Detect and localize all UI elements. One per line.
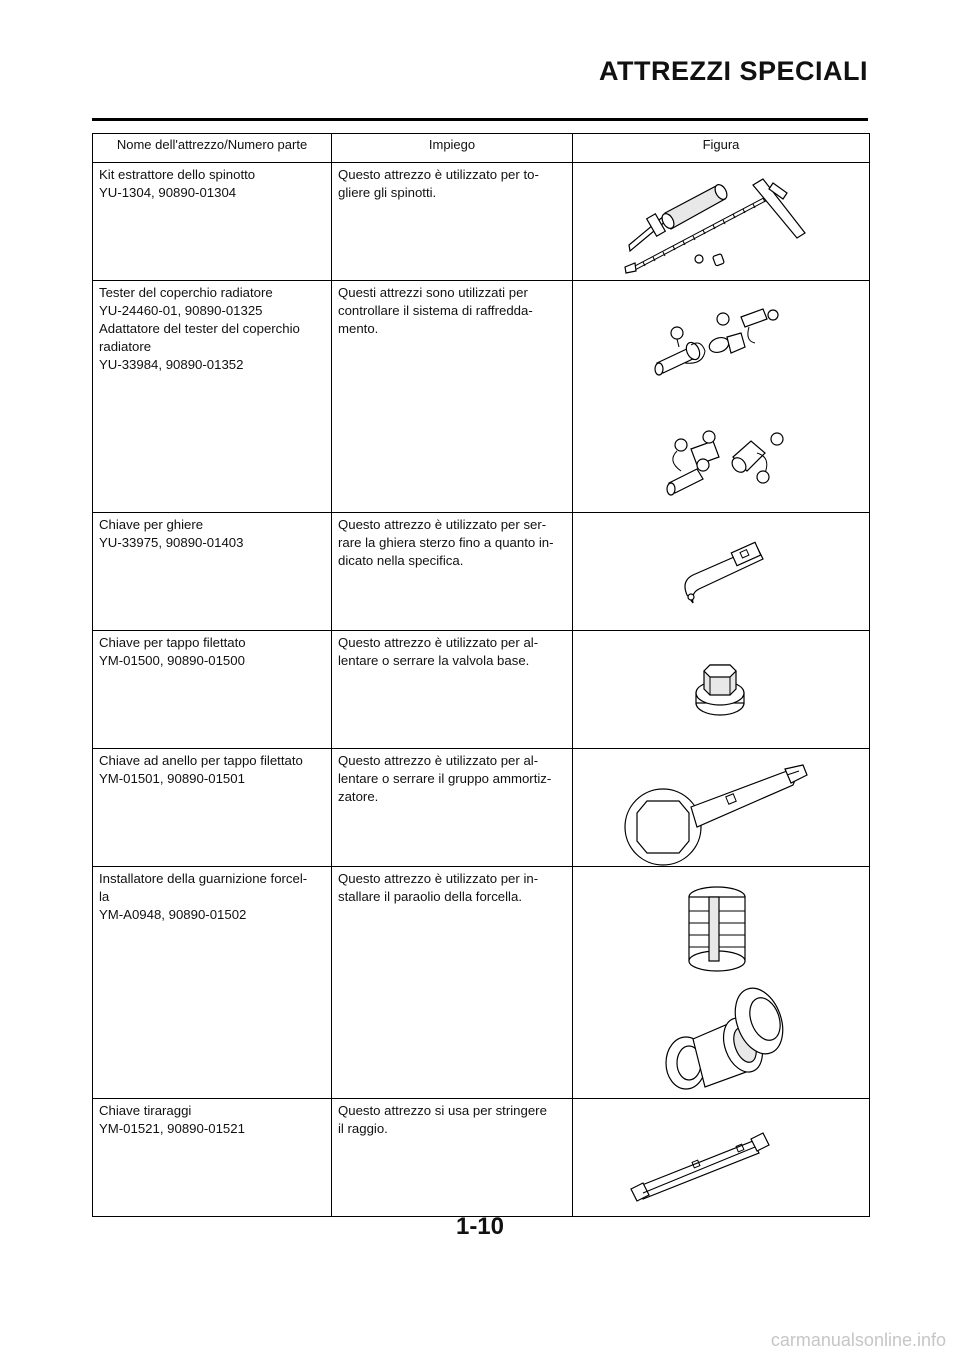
tool-name-line: Adattatore del tester del coperchio <box>99 321 300 336</box>
tool-figure-cell <box>573 1099 870 1217</box>
tool-figure-cell <box>573 749 870 867</box>
tool-use-line: zatore. <box>338 789 379 804</box>
cap-bolt-ring-wrench-icon <box>573 749 870 867</box>
tool-part-number: YM-01521, 90890-01521 <box>99 1121 245 1136</box>
tool-use-line: il raggio. <box>338 1121 388 1136</box>
tool-use-cell <box>332 281 573 513</box>
page-number: 1-10 <box>455 1213 505 1240</box>
steering-nut-wrench-icon <box>573 513 870 631</box>
tool-use-cell <box>332 867 573 1099</box>
tool-use-line: Questo attrezzo è utilizzato per al- <box>338 635 539 650</box>
table-row <box>93 631 870 749</box>
tool-use-cell <box>332 1099 573 1217</box>
tool-use-line: Questo attrezzo è utilizzato per in- <box>338 871 539 886</box>
table-header-row <box>93 134 870 163</box>
tool-use-line: Questo attrezzo è utilizzato per ser- <box>338 517 547 532</box>
tool-use-line: rare la ghiera sterzo fino a quanto in- <box>338 535 554 550</box>
tool-figure-cell <box>573 513 870 631</box>
tool-part-number: YM-A0948, 90890-01502 <box>99 907 247 922</box>
tool-name-line: Chiave ad anello per tappo filettato <box>99 753 303 768</box>
tool-name-line: la <box>99 889 110 904</box>
column-header-name: Nome dell'attrezzo/Numero parte <box>93 134 332 163</box>
tool-part-number: YM-01501, 90890-01501 <box>99 771 245 786</box>
tool-part-number: YU-33984, 90890-01352 <box>99 357 244 372</box>
tool-name-cell <box>93 163 332 281</box>
title-rule <box>92 118 868 121</box>
tool-name-line: radiatore <box>99 339 152 354</box>
cap-bolt-wrench-icon <box>573 631 870 749</box>
tool-name-cell <box>93 631 332 749</box>
tool-use-line: gliere gli spinotti. <box>338 185 437 200</box>
tool-part-number: YM-01500, 90890-01500 <box>99 653 245 668</box>
table-row <box>93 749 870 867</box>
tool-use-line: lentare o serrare la valvola base. <box>338 653 530 668</box>
tool-name-cell <box>93 867 332 1099</box>
tool-name-line: Kit estrattore dello spinotto <box>99 167 256 182</box>
special-tools-table <box>92 133 870 1217</box>
tool-figure-cell <box>573 163 870 281</box>
tool-part-number: YU-33975, 90890-01403 <box>99 535 244 550</box>
fork-seal-driver-icon <box>573 867 870 1099</box>
column-header-figure: Figura <box>573 134 870 163</box>
tool-name-line: Chiave per tappo filettato <box>99 635 246 650</box>
tool-use-line: Questo attrezzo è utilizzato per al- <box>338 753 539 768</box>
tool-name-line: Chiave tiraraggi <box>99 1103 192 1118</box>
tool-use-cell <box>332 163 573 281</box>
tool-figure-cell <box>573 631 870 749</box>
tool-use-cell <box>332 631 573 749</box>
tool-part-number: YU-24460-01, 90890-01325 <box>99 303 263 318</box>
table-row <box>93 1099 870 1217</box>
table-row <box>93 513 870 631</box>
tool-figure-cell <box>573 867 870 1099</box>
watermark: carmanualsonline.info <box>770 1330 946 1350</box>
tool-use-line: stallare il paraolio della forcella. <box>338 889 522 904</box>
tool-use-cell <box>332 749 573 867</box>
table-row <box>93 163 870 281</box>
table-row <box>93 281 870 513</box>
tool-name-cell <box>93 281 332 513</box>
tool-figure-cell <box>573 281 870 513</box>
tool-name-line: Chiave per ghiere <box>99 517 204 532</box>
tool-part-number: YU-1304, 90890-01304 <box>99 185 237 200</box>
piston-pin-puller-icon <box>573 163 870 281</box>
tool-name-cell <box>93 1099 332 1217</box>
tool-use-line: dicato nella specifica. <box>338 553 464 568</box>
tool-use-line: Questi attrezzi sono utilizzati per <box>338 285 528 300</box>
tool-name-line: Tester del coperchio radiatore <box>99 285 273 300</box>
tool-use-cell <box>332 513 573 631</box>
tool-use-line: mento. <box>338 321 379 336</box>
spoke-nipple-wrench-icon <box>573 1099 870 1217</box>
tool-name-line: Installatore della guarnizione forcel- <box>99 871 308 886</box>
tool-use-line: Questo attrezzo si usa per stringere <box>338 1103 547 1118</box>
tool-use-line: Questo attrezzo è utilizzato per to- <box>338 167 539 182</box>
tool-name-cell <box>93 513 332 631</box>
tool-use-line: controllare il sistema di raffredda- <box>338 303 533 318</box>
table-row <box>93 867 870 1099</box>
column-header-use: Impiego <box>332 134 573 163</box>
radiator-cap-tester-icon <box>573 281 870 513</box>
page-title: ATTREZZI SPECIALI <box>599 56 868 86</box>
tool-name-cell <box>93 749 332 867</box>
tool-use-line: lentare o serrare il gruppo ammortiz- <box>338 771 552 786</box>
